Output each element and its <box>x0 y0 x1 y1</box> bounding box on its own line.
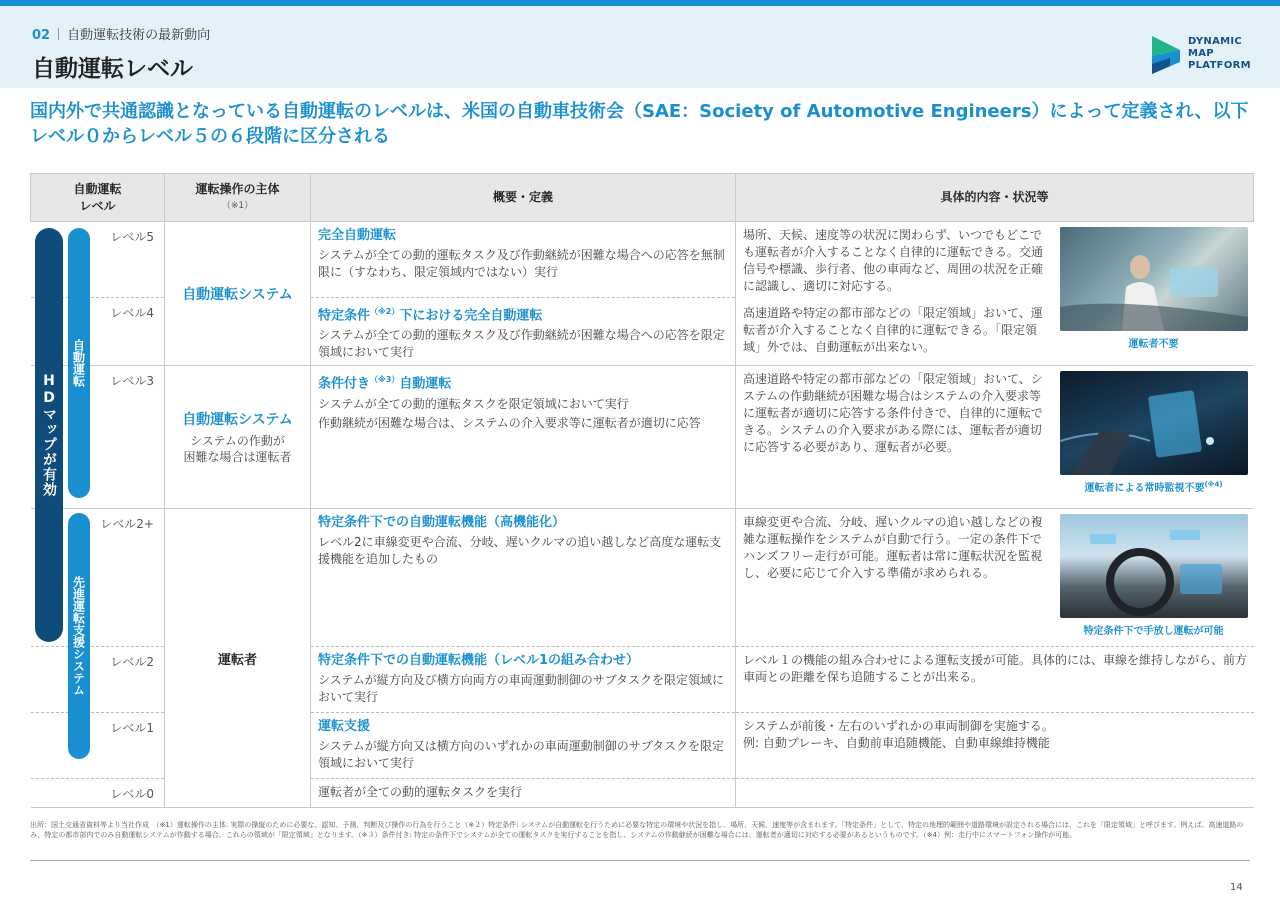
actor-cell: 運転者 <box>165 509 311 808</box>
touchscreen-dashboard-icon <box>1060 371 1248 475</box>
definition-desc: レベル2に車線変更や合流、分岐、遅いクルマの追い越しなど高度な運転支援機能を追加したもの <box>318 535 722 567</box>
level-label: レベル5 <box>31 222 165 298</box>
image-caption: 特定条件下で手放し運転が可能 <box>1083 626 1224 638</box>
page-title: 自動運転レベル <box>32 56 193 82</box>
definition-title: 完全自動運転 <box>318 228 397 243</box>
section-number: 02 <box>32 28 51 43</box>
details-cell <box>736 779 1254 808</box>
table-row-level3 <box>31 366 1254 509</box>
page-number: 14 <box>1230 882 1243 893</box>
level-label: レベル3 <box>31 366 165 509</box>
definition-title: 条件付き$^{(※3)}$自動運転 <box>318 375 452 392</box>
header-actor: 運転操作の主体 （※1） <box>165 174 311 222</box>
definition-cell <box>311 713 736 779</box>
definition-desc: システムが全ての動的運転タスクを限定領域において実行 <box>318 396 629 411</box>
details-cell <box>736 222 1254 366</box>
image-handsfree <box>1060 514 1248 637</box>
level-label: レベル4 <box>31 298 165 366</box>
page-header <box>0 6 1280 88</box>
header-definition: 概要・定義 <box>311 174 736 222</box>
section-title: 自動運転技術の最新動向 <box>67 28 211 43</box>
actor-cell: 自動運転システム <box>165 222 311 366</box>
definition-desc: システムが全ての動的運転タスク及び作動継続が困難な場合への応答を無制限に（すなわち、限定領域内ではない）実行 <box>318 248 725 279</box>
autonomous-driving-bar: 自動運転 <box>68 228 90 498</box>
automation-level-table <box>30 173 1254 808</box>
image-driverless <box>1060 227 1248 356</box>
definition-title: 特定条件下での自動運転機能（高機能化） <box>318 515 566 531</box>
header-level: 自動運転 レベル <box>31 174 165 222</box>
section-label <box>32 24 210 43</box>
level-label: レベル1 <box>31 713 165 779</box>
image-monitoring <box>1060 371 1248 494</box>
lead-statement: 国内外で共通認識となっている自動運転のレベルは、米国の自動車技術会（SAE：Society of Automotive Engineers）によって定義され、以下レベル０からレベル５の６段階に区分される <box>30 101 1249 147</box>
details-cell <box>736 509 1254 647</box>
definition-desc: システムが全ての動的運転タスク及び作動継続が困難な場合への応答を限定領域において実行 <box>318 328 725 360</box>
header-details: 具体的内容・状況等 <box>736 174 1254 222</box>
definition-desc: 運転者が全ての動的運転タスクを実行 <box>318 785 523 800</box>
definition-desc: システムが縦方向及び横方向両方の車両運動制御のサブタスクを限定領域において実行 <box>318 673 724 705</box>
adas-bar: 先進運転支援システム <box>68 513 90 759</box>
definition-cell <box>311 298 736 366</box>
table-row-level5 <box>31 222 1254 298</box>
level-label: レベル0 <box>31 779 165 808</box>
definition-desc: システムが縦方向又は横方向のいずれかの車両運動制御のサブタスクを限定領域において実行 <box>318 739 724 771</box>
details-text: 高速道路や特定の都市部などの「限定領域」おいて、システムの作動継続が困難な場合はシステムの介入要求等に運転者が適切に応答する条件付きで、自律的に運転できる。システムの介入要求がある際には、運転者が適切に応答する必要があり、運転者が必要。 <box>743 372 1043 455</box>
definition-cell <box>311 366 736 509</box>
steering-wheel-icon <box>1060 514 1248 618</box>
footnote: 出所：国土交通省資料等より当社作成 （※1）運転操作の主体: 実際の操縦のために必要な、認知、予測、判断及び操作の行為を行うこと（※２）特定条件: システムが自動運転を行うために必要な特定の環境や状況を指し、場所、天候、速度等が含まれます。「特定条件」として、特定の地理的範囲や道路環境が設定される場合には、これを「限定領域」と呼びます。例えば、高速道路のみ、特定の都市部内でのみ自動運転システムが作動する場合、これらの領域が「限定領域」となります。（※３）条件付き: 特定の条件下でシステムが全ての運転タスクを実行することを指し、システムの作動継続が困難な場合には、運転者が適切に対応する必要があるというものです。（※4）例：走行中にスマートフォン操作が可能。 <box>30 821 1244 839</box>
definition-cell <box>311 222 736 298</box>
definition-title: 運転支援 <box>318 719 371 735</box>
definition-desc: 作動継続が困難な場合は、システムの介入要求等に運転者が適切に応答 <box>318 415 701 430</box>
logo-text: DYNAMIC MAP PLATFORM <box>1188 36 1251 71</box>
level-label: レベル2+ <box>31 509 165 647</box>
details-text-l5: 場所、天候、速度等の状況に関わらず、いつでもどこでも運転者が介入することなく自律的に運転できる。交通信号や標識、歩行者、他の車両など、周囲の状況を正確に認識し、適切に対応する。 <box>743 228 1044 293</box>
details-text-l4: 高速道路や特定の都市部などの「限定領域」おいて、運転者が介入することなく自律的に運転できる。「限定領域」外では、自動運転が出来ない。 <box>743 306 1043 354</box>
details-text: 車線変更や合流、分岐、遅いクルマの追い越しなどの複雑な運転操作をシステムが自動で行う。一定の条件下でハンズフリー走行が可能。運転者は常に運転状況を監視し、必要に応じて介入する準備が求められる。 <box>743 515 1043 581</box>
image-caption: 運転者による常時監視不要$^{(※4)}$ <box>1084 481 1223 495</box>
actor-cell: 自動運転システム システムの作動が 困難な場合は運転者 <box>165 366 311 509</box>
details-text: システムが前後・左右のいずれかの車両制御を実施する。 例: 自動ブレーキ、自動前車追随機能、自動車線維持機能 <box>743 719 1054 751</box>
table-row-level2plus <box>31 509 1254 647</box>
logo-mark-icon <box>1150 34 1184 76</box>
details-cell <box>736 713 1254 779</box>
level-label: レベル2 <box>31 647 165 713</box>
definition-title: 特定条件$^{(※2)}$下における完全自動運転 <box>318 307 543 324</box>
details-cell <box>736 647 1254 713</box>
details-cell <box>736 366 1254 509</box>
footer-divider <box>30 860 1250 861</box>
definition-title: 特定条件下での自動運転機能（レベル1の組み合わせ） <box>318 653 640 669</box>
hd-map-effective-bar: HDマップが有効 <box>35 228 63 642</box>
definition-cell <box>311 779 736 808</box>
definition-cell <box>311 647 736 713</box>
details-text: レベル１の機能の組み合わせによる運転支援が可能。具体的には、車線を維持しながら、前方車両との距離を保ち追随することが出来る。 <box>743 653 1248 685</box>
image-caption: 運転者不要 <box>1128 339 1179 350</box>
definition-cell <box>311 509 736 647</box>
company-logo <box>1150 34 1260 78</box>
car-interior-icon <box>1060 227 1248 331</box>
